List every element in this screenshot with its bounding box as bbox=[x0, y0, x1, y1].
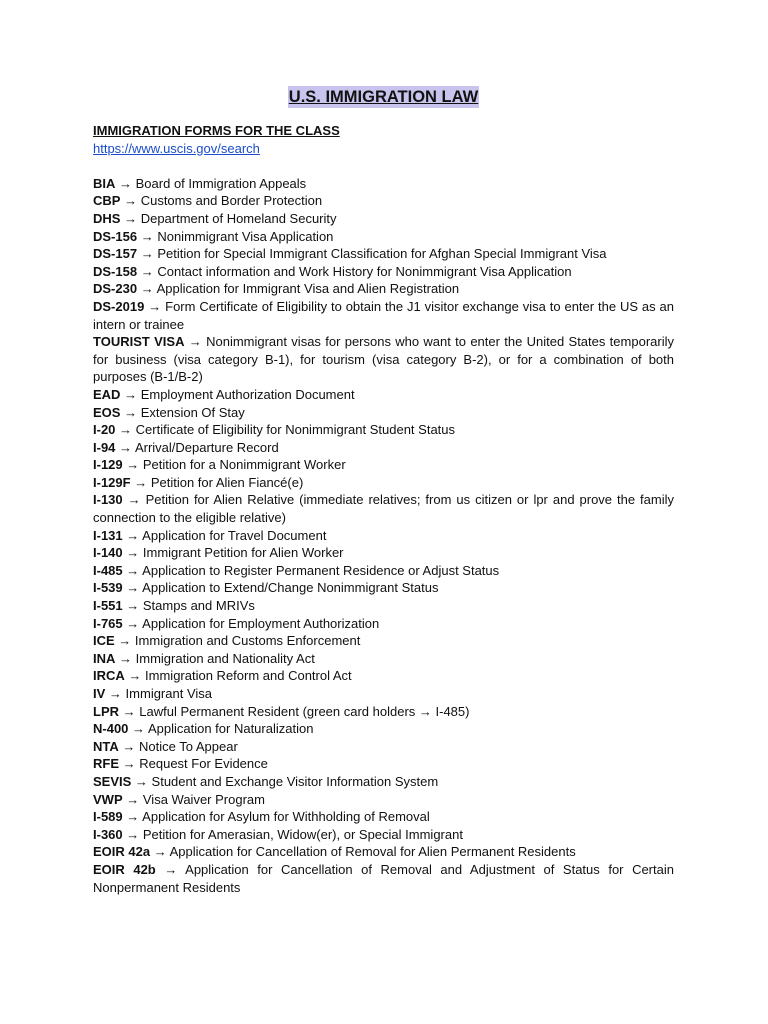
entry-term: I-589 bbox=[93, 809, 123, 825]
entry-description: Application for Cancellation of Removal for Alien Permanent Residents bbox=[169, 844, 576, 860]
entry-term: I-485 bbox=[93, 562, 123, 578]
entry-description: Arrival/Departure Record bbox=[134, 439, 279, 455]
entry-term: SEVIS bbox=[93, 773, 132, 789]
list-item bbox=[93, 175, 674, 193]
arrow-icon: → bbox=[126, 826, 140, 842]
entry-description: Application to Register Permanent Residence or Adjust Status bbox=[142, 562, 500, 578]
entry-term: I-765 bbox=[93, 615, 123, 631]
arrow-icon: → bbox=[148, 298, 162, 314]
entry-term: I-20 bbox=[93, 422, 116, 438]
arrow-icon: → bbox=[108, 686, 122, 701]
entry-description: Immigration and Customs Enforcement bbox=[134, 633, 361, 649]
entry-term: CBP bbox=[93, 193, 121, 209]
entry-description: Nonimmigrant Visa Application bbox=[157, 228, 334, 244]
entry-term: I-551 bbox=[93, 598, 123, 614]
entry-term: I-130 bbox=[93, 492, 123, 508]
entry-description: Lawful Permanent Resident (green card holders → I-485) bbox=[139, 703, 470, 719]
entry-description: Notice To Appear bbox=[139, 738, 238, 754]
list-item bbox=[93, 527, 674, 545]
list-item bbox=[93, 579, 674, 597]
entry-term: IV bbox=[93, 686, 106, 701]
list-item bbox=[93, 298, 674, 333]
arrow-icon: → bbox=[126, 545, 140, 561]
entry-term: I-140 bbox=[93, 545, 123, 561]
entry-term: VWP bbox=[93, 791, 123, 807]
entry-description: Application for Naturalization bbox=[147, 721, 314, 737]
entry-description: Application for Cancellation of Removal and Adjustment of Status for Certain Nonpermanent Residents bbox=[93, 861, 674, 895]
list-item bbox=[93, 386, 674, 404]
list-item bbox=[93, 210, 674, 228]
arrow-icon: → bbox=[119, 650, 133, 666]
arrow-icon: → bbox=[134, 773, 148, 789]
arrow-icon: → bbox=[126, 791, 140, 807]
list-item bbox=[93, 861, 674, 896]
entry-term: LPR bbox=[93, 703, 119, 719]
arrow-icon: → bbox=[126, 562, 140, 578]
list-item bbox=[93, 720, 674, 738]
arrow-icon: → bbox=[122, 756, 136, 772]
entry-description: Extension Of Stay bbox=[140, 404, 245, 420]
arrow-icon: → bbox=[132, 721, 146, 737]
acronym-list bbox=[93, 175, 674, 896]
entry-term: EOIR 42b bbox=[93, 861, 156, 877]
entry-term: ICE bbox=[93, 633, 115, 649]
arrow-icon: → bbox=[122, 738, 136, 754]
entry-term: DS-230 bbox=[93, 281, 138, 297]
entry-description: Customs and Border Protection bbox=[140, 193, 323, 209]
arrow-icon: → bbox=[119, 422, 133, 438]
arrow-icon: → bbox=[126, 598, 140, 614]
uscis-search-link[interactable]: https://www.uscis.gov/search bbox=[93, 140, 260, 156]
list-item bbox=[93, 228, 674, 246]
list-item bbox=[93, 597, 674, 615]
entry-description: Request For Evidence bbox=[139, 756, 268, 772]
entry-description: Petition for Alien Fiancé(e) bbox=[150, 474, 304, 490]
arrow-icon: → bbox=[118, 633, 132, 649]
entry-term: I-131 bbox=[93, 527, 123, 543]
list-item bbox=[93, 474, 674, 492]
entry-description: Application for Employment Authorization bbox=[142, 615, 380, 631]
entry-term: INA bbox=[93, 650, 116, 666]
entry-description: Petition for Special Immigrant Classification for Afghan Special Immigrant Visa bbox=[157, 246, 607, 262]
arrow-icon: → bbox=[119, 175, 133, 191]
arrow-icon: → bbox=[188, 334, 202, 350]
entry-term: I-129 bbox=[93, 457, 123, 473]
list-item bbox=[93, 650, 674, 668]
list-item bbox=[93, 632, 674, 650]
arrow-icon: → bbox=[140, 228, 154, 244]
arrow-icon: → bbox=[153, 844, 167, 860]
entry-description: Student and Exchange Visitor Information System bbox=[151, 773, 439, 789]
arrow-icon: → bbox=[124, 210, 138, 226]
entry-term: DS-2019 bbox=[93, 298, 145, 314]
list-item bbox=[93, 703, 674, 721]
list-item bbox=[93, 738, 674, 756]
list-item bbox=[93, 562, 674, 580]
list-item bbox=[93, 615, 674, 633]
entry-term: DS-158 bbox=[93, 263, 138, 279]
list-item bbox=[93, 456, 674, 474]
arrow-icon: → bbox=[126, 527, 140, 543]
list-item bbox=[93, 667, 674, 685]
arrow-icon: → bbox=[140, 281, 154, 297]
entry-description: Petition for a Nonimmigrant Worker bbox=[142, 457, 346, 473]
list-item bbox=[93, 491, 674, 526]
list-item bbox=[93, 192, 674, 210]
arrow-icon: → bbox=[128, 668, 142, 684]
entry-description: Application to Extend/Change Nonimmigrant Status bbox=[142, 580, 439, 596]
entry-term: DHS bbox=[93, 210, 121, 226]
arrow-icon: → bbox=[126, 615, 140, 631]
title-wrap bbox=[93, 86, 674, 110]
list-item bbox=[93, 808, 674, 826]
arrow-icon: → bbox=[126, 580, 140, 596]
list-item bbox=[93, 791, 674, 809]
list-item bbox=[93, 280, 674, 298]
entry-description: Application for Travel Document bbox=[142, 527, 327, 543]
entry-description: Immigrant Petition for Alien Worker bbox=[142, 545, 344, 561]
arrow-icon: → bbox=[124, 386, 138, 402]
entry-description: Department of Homeland Security bbox=[140, 210, 337, 226]
page-title: U.S. IMMIGRATION LAW bbox=[288, 88, 479, 106]
section-heading: IMMIGRATION FORMS FOR THE CLASS bbox=[93, 123, 340, 138]
entry-term: I-94 bbox=[93, 439, 116, 455]
entry-description: Immigration and Nationality Act bbox=[135, 650, 315, 666]
arrow-icon: → bbox=[134, 474, 148, 490]
list-item bbox=[93, 421, 674, 439]
arrow-icon: → bbox=[119, 439, 133, 455]
list-item bbox=[93, 544, 674, 562]
entry-term: EAD bbox=[93, 386, 121, 402]
list-item bbox=[93, 333, 674, 386]
arrow-icon: → bbox=[164, 861, 178, 877]
entry-description: Contact information and Work History for Nonimmigrant Visa Application bbox=[157, 263, 572, 279]
list-item bbox=[93, 439, 674, 457]
entry-description: Immigrant Visa bbox=[125, 686, 213, 701]
entry-description: Visa Waiver Program bbox=[142, 791, 265, 807]
arrow-icon: → bbox=[126, 457, 140, 473]
entry-description: Petition for Amerasian, Widow(er), or Special Immigrant bbox=[142, 826, 463, 842]
arrow-icon: → bbox=[140, 246, 154, 262]
entry-description: Petition for Alien Relative (immediate relatives; from us citizen or lpr and prove the family connection to the eligible relative) bbox=[93, 492, 674, 526]
entry-term: DS-157 bbox=[93, 246, 138, 262]
entry-term: BIA bbox=[93, 175, 116, 191]
entry-term: N-400 bbox=[93, 721, 129, 737]
list-item bbox=[93, 263, 674, 281]
entry-term: DS-156 bbox=[93, 228, 138, 244]
list-item bbox=[93, 755, 674, 773]
entry-description: Application for Asylum for Withholding of Removal bbox=[142, 809, 430, 825]
entry-term: I-539 bbox=[93, 580, 123, 596]
entry-description: Immigration Reform and Control Act bbox=[145, 668, 352, 684]
entry-description: Certificate of Eligibility for Nonimmigrant Student Status bbox=[135, 422, 456, 438]
list-item bbox=[93, 773, 674, 791]
arrow-icon: → bbox=[126, 809, 140, 825]
entry-term: TOURIST VISA bbox=[93, 334, 185, 350]
entry-term: RFE bbox=[93, 756, 119, 772]
list-item bbox=[93, 843, 674, 861]
arrow-icon: → bbox=[127, 492, 141, 508]
entry-description: Form Certificate of Eligibility to obtain the J1 visitor exchange visa to enter the US as an intern or trainee bbox=[93, 298, 674, 332]
entry-term: NTA bbox=[93, 738, 119, 754]
entry-description: Application for Immigrant Visa and Alien Registration bbox=[156, 281, 460, 297]
arrow-icon: → bbox=[124, 193, 138, 209]
entry-term: IRCA bbox=[93, 668, 125, 684]
entry-term: EOS bbox=[93, 404, 121, 420]
entry-description: Board of Immigration Appeals bbox=[135, 175, 307, 191]
entry-term: I-129F bbox=[93, 474, 131, 490]
entry-description: Nonimmigrant visas for persons who want to enter the United States temporarily for business (visa category B-1), for tourism (visa category B-2), or for a combination of both purposes (B-1/B-2) bbox=[93, 334, 674, 385]
arrow-icon: → bbox=[140, 263, 154, 279]
entry-term: I-360 bbox=[93, 826, 123, 842]
entry-term: EOIR 42a bbox=[93, 844, 151, 860]
list-item bbox=[93, 404, 674, 422]
list-item bbox=[93, 826, 674, 844]
entry-description: Employment Authorization Document bbox=[140, 386, 355, 402]
arrow-icon: → bbox=[122, 703, 136, 719]
entry-description: Stamps and MRIVs bbox=[142, 598, 255, 614]
list-item bbox=[93, 685, 674, 703]
document-page bbox=[93, 86, 674, 896]
list-item bbox=[93, 245, 674, 263]
arrow-icon: → bbox=[124, 404, 138, 420]
